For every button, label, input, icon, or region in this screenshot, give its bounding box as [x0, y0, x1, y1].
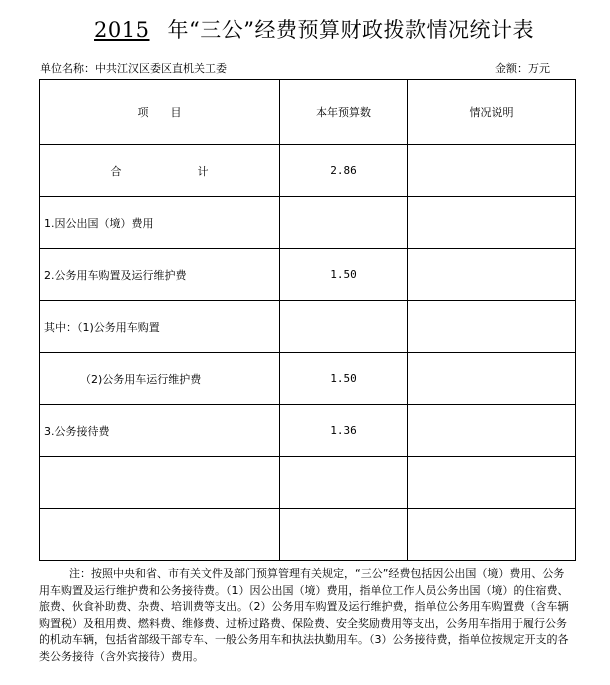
row-value: 1.50: [280, 249, 408, 301]
table-row: [40, 301, 576, 353]
row-value: [280, 457, 408, 509]
column-header-budget: 本年预算数: [280, 80, 408, 145]
column-header-item: 项 目: [40, 80, 280, 145]
row-item: 3.公务接待费: [40, 405, 280, 457]
table-row: [40, 249, 576, 301]
row-item: 2.公务用车购置及运行维护费: [40, 249, 280, 301]
column-header-notes: 情况说明: [408, 80, 576, 145]
row-note: [408, 145, 576, 197]
row-value: 1.50: [280, 353, 408, 405]
row-value: [280, 197, 408, 249]
row-item: [40, 457, 280, 509]
row-value: [280, 301, 408, 353]
row-value: 2.86: [280, 145, 408, 197]
row-note: [408, 353, 576, 405]
table-row: [40, 405, 576, 457]
budget-table: [39, 79, 576, 561]
table-header-row: [40, 80, 576, 145]
row-note: [408, 405, 576, 457]
page-title: [0, 14, 610, 44]
row-note: [408, 457, 576, 509]
row-value: [280, 509, 408, 561]
title-text: 年“三公”经费预算财政拨款情况统计表: [167, 18, 534, 42]
table-row: [40, 197, 576, 249]
table-row: [40, 457, 576, 509]
row-value: 1.36: [280, 405, 408, 457]
amount-unit-label: 金额：万元: [495, 62, 550, 75]
row-item: （2)公务用车运行维护费: [40, 353, 280, 405]
row-item: 合 计: [40, 145, 280, 197]
row-item: [40, 509, 280, 561]
row-note: [408, 249, 576, 301]
row-note: [408, 197, 576, 249]
table-row: [40, 353, 576, 405]
row-note: [408, 509, 576, 561]
row-item: 1.因公出国（境）费用: [40, 197, 280, 249]
row-note: [408, 301, 576, 353]
table-row: [40, 509, 576, 561]
row-item: 其中：（1)公务用车购置: [40, 301, 280, 353]
unit-name-label: 单位名称：中共江汉区委区直机关工委: [40, 62, 227, 75]
footnote: 注：按照中央和省、市有关文件及部门预算管理有关规定，“三公”经费包括因公出国（境）费用、公务用车购置及运行维护费和公务接待费。（1）因公出国（境）费用，指单位工作人员公务出国（境）的住宿费、旅费、伙食补助费、杂费、培训费等支出。（2）公务用车购置及运行维护费，指单位公务用车购置费（含车辆购置税）及租用费、燃料费、维修费、过桥过路费、保险费、安全奖励费用等支出，公务用车指用于履行公务的机动车辆，包括省部级干部专车、一般公务用车和执法执勤用车。（3）公务接待费，指单位按规定开支的各类公务接待（含外宾接待）费用。: [39, 567, 569, 663]
title-year: 2015: [94, 18, 150, 42]
table-row: [40, 145, 576, 197]
